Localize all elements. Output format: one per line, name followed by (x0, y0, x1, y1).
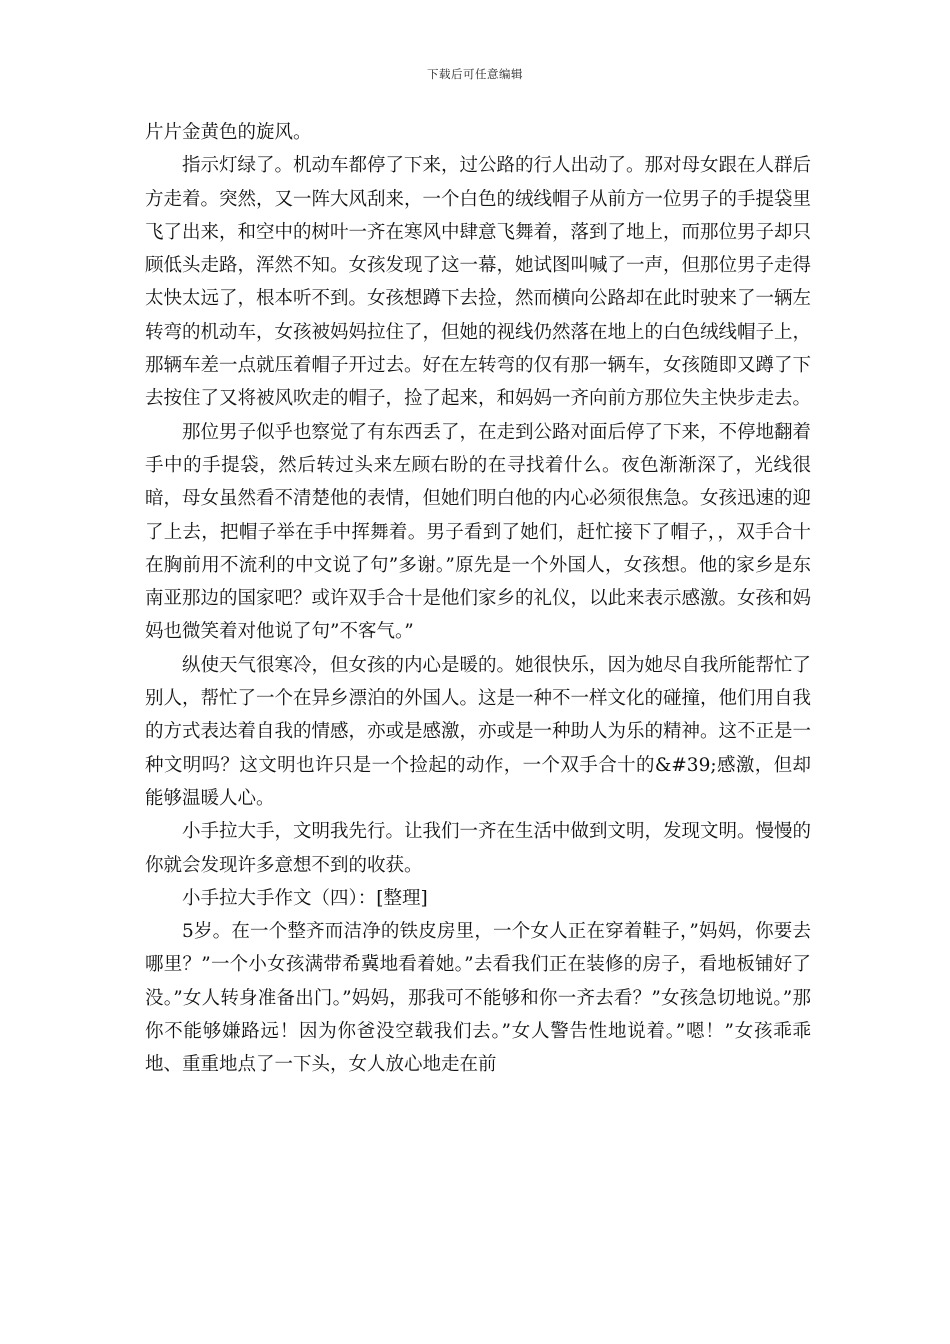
paragraph: 小手拉大手，文明我先行。让我们一齐在生活中做到文明，发现文明。慢慢的你就会发现许多意想不到的收获。 (145, 821, 812, 876)
document-body (145, 116, 811, 1082)
page-header: 下载后可任意编辑 (427, 67, 523, 81)
paragraph: 片片金黄色的旋风。 (145, 122, 312, 143)
paragraph: 5岁。在一个整齐而洁净的铁皮房里，一个女人正在穿着鞋子，”妈妈，你要去哪里？”一个小女孩满带希冀地看着她。”去看我们正在装修的房子，看地板铺好了没。”女人转身准备出门。”妈妈，那我可不能够和你一齐去看？”女孩急切地说。”那你不能够嫌路远！因为你爸没空载我们去。”女人警告性地说着。”嗯！”女孩乖乖地、重重地点了一下头，女人放心地走在前 (145, 921, 811, 1076)
paragraph: 指示灯绿了。机动车都停了下来，过公路的行人出动了。那对母女跟在人群后方走着。突然，又一阵大风刮来，一个白色的绒线帽子从前方一位男子的手提袋里飞了出来，和空中的树叶一齐在寒风中肆意飞舞着，落到了地上，而那位男子却只顾低头走路，浑然不知。女孩发现了这一幕，她试图叫喊了一声，但那位男子走得太快太远了，根本听不到。女孩想蹲下去捡，然而横向公路却在此时驶来了一辆左转弯的机动车，女孩被妈妈拉住了，但她的视线仍然落在地上的白色绒线帽子上，那辆车差一点就压着帽子开过去。好在左转弯的仅有那一辆车，女孩随即又蹲了下去按住了又将被风吹走的帽子，捡了起来，和妈妈一齐向前方那位失主快步走去。 (145, 155, 812, 410)
section-heading: 小手拉大手作文（四）：[整理] (182, 887, 428, 909)
paragraph: 纵使天气很寒冷，但女孩的内心是暖的。她很快乐，因为她尽自我所能帮忙了别人，帮忙了一个在异乡漂泊的外国人。这是一种不一样文化的碰撞，他们用自我的方式表达着自我的情感，亦或是感激，亦或是一种助人为乐的精神。这不正是一种文明吗？这文明也许只是一个捡起的动作，一个双手合十的&#39;感激，但却能够温暖人心。 (145, 654, 812, 809)
paragraph: 那位男子似乎也察觉了有东西丢了，在走到公路对面后停了下来，不停地翻着手中的手提袋，然后转过头来左顾右盼的在寻找着什么。夜色渐渐深了，光线很暗，母女虽然看不清楚他的表情，但她们明白他的内心必须很焦急。女孩迅速的迎了上去，把帽子举在手中挥舞着。男子看到了她们，赶忙接下了帽子，，双手合十在胸前用不流利的中文说了句”多谢。”原先是一个外国人，女孩想。他的家乡是东南亚那边的国家吧？或许双手合十是他们家乡的礼仪，以此来表示感激。女孩和妈妈也微笑着对他说了句”不客气。” (145, 421, 812, 643)
